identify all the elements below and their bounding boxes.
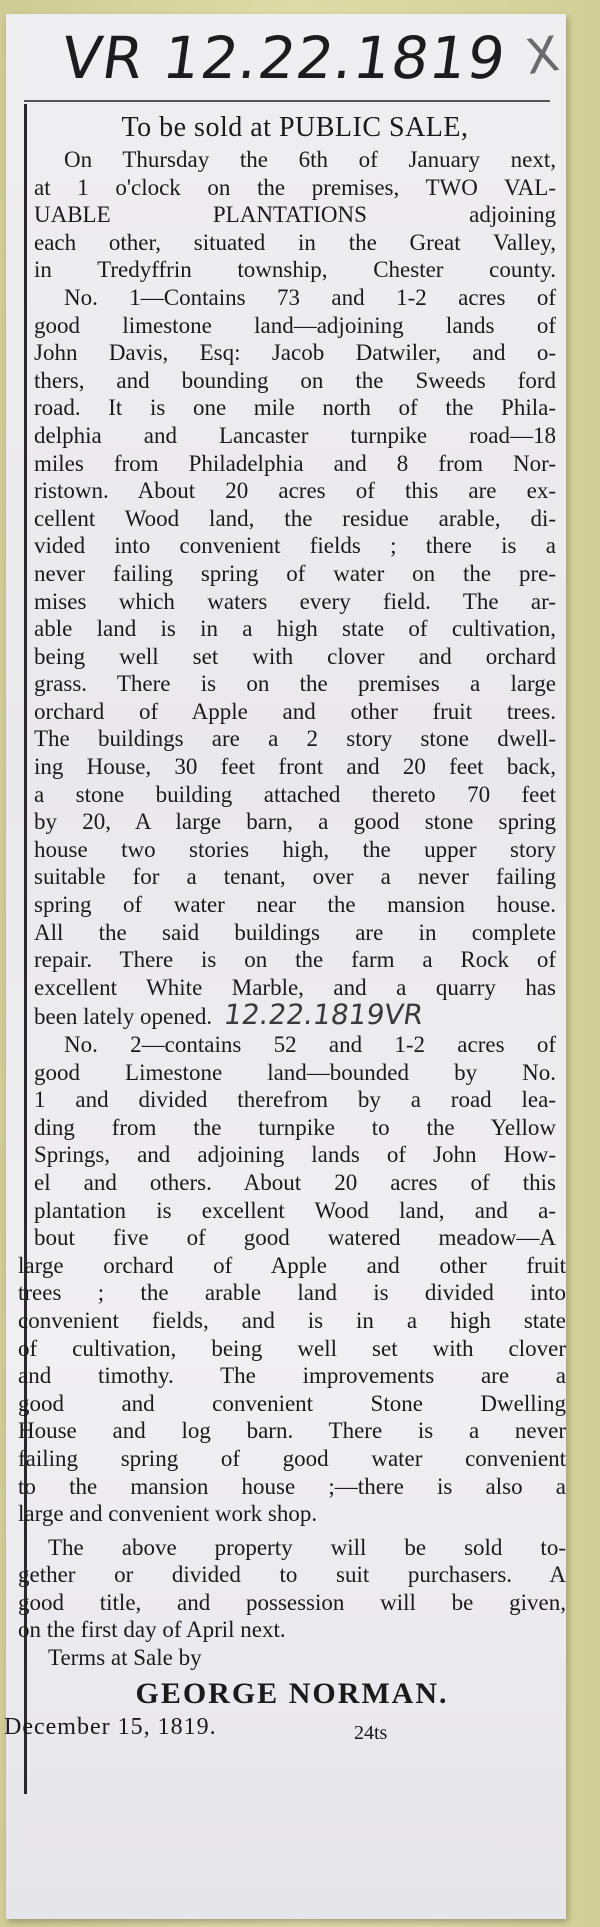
text-line: good title, and possession will be given, — [18, 1589, 566, 1615]
text-line: orchard of Apple and other fruit trees. — [34, 698, 556, 724]
text-line: by 20, A large barn, a good stone spring — [34, 809, 556, 835]
text-line: good and convenient Stone Dwelling — [18, 1390, 566, 1416]
text-line: good Limestone land—bounded by No. — [34, 1059, 556, 1085]
insertion-code: 24ts — [354, 1721, 388, 1744]
text-line: spring of water near the mansion house. — [34, 892, 556, 918]
signature-name: GEORGE NORMAN. — [135, 1676, 449, 1710]
text-line: able land is in a high state of cultivation, — [34, 616, 556, 642]
text-line: convenient fields, and is in a high state — [18, 1307, 566, 1333]
text-line: The above property will be sold to- — [48, 1534, 566, 1560]
text-line: 1 and divided therefrom by a road lea- — [34, 1087, 556, 1113]
text-line: of cultivation, being well set with clover — [18, 1335, 566, 1361]
text-line: each other, situated in the Great Valley, — [34, 229, 556, 255]
text-line: being well set with clover and orchard — [34, 643, 556, 669]
text-line: road. It is one mile north of the Phila- — [34, 395, 556, 421]
text-line: at 1 o'clock on the premises, TWO VAL- — [34, 174, 556, 200]
intro-paragraph — [34, 146, 556, 284]
text-line: a stone building attached thereto 70 feet — [34, 781, 556, 807]
text-line: and timothy. The improvements are a — [18, 1363, 566, 1389]
text-line: UABLE PLANTATIONS adjoining — [34, 202, 556, 228]
text-line: trees ; the arable land is divided into — [18, 1280, 566, 1306]
plantation-no1-paragraph — [34, 284, 556, 1031]
text-line: never failing spring of water on the pre- — [34, 560, 556, 586]
text-line: miles from Philadelphia and 8 from Nor- — [34, 450, 556, 476]
dateline-date: December 15, 1819. — [4, 1713, 217, 1740]
text-line: el and others. About 20 acres of this — [34, 1169, 556, 1195]
text-line: No. 1—Contains 73 and 1-2 acres of — [64, 284, 556, 310]
text-line: cellent Wood land, the residue arable, di- — [34, 505, 556, 531]
text-line: failing spring of good water convenient — [18, 1445, 566, 1471]
plantation-no2-paragraph-lower — [18, 1252, 566, 1528]
text-line: ing House, 30 feet front and 20 feet back, — [34, 754, 556, 780]
advertisement-article — [4, 104, 566, 1748]
dateline — [4, 1714, 566, 1748]
text-line: ding from the turnpike to the Yellow — [34, 1114, 556, 1140]
text-line: large orchard of Apple and other fruit — [18, 1252, 566, 1278]
text-line: ristown. About 20 acres of this are ex- — [34, 478, 556, 504]
plantation-no2-paragraph-upper — [34, 1031, 556, 1252]
text-line: No. 2—contains 52 and 1-2 acres of — [64, 1032, 556, 1057]
text-line: large and convenient work shop. — [18, 1501, 318, 1527]
text-line: house two stories high, the upper story — [34, 836, 556, 862]
text-line: grass. There is on the premises a large — [34, 671, 556, 697]
text-line: gether or divided to suit purchasers. A — [18, 1562, 566, 1588]
text-line: repair. There is on the farm a Rock of — [34, 947, 556, 973]
terms-line: Terms at Sale by — [48, 1645, 202, 1671]
text-line: suitable for a tenant, over a never failing — [34, 864, 556, 890]
text-line: thers, and bounding on the Sweeds ford — [34, 367, 556, 393]
text-line: delphia and Lancaster turnpike road—18 — [34, 422, 556, 448]
text-line: On Thursday the 6th of January next, — [64, 147, 556, 172]
handwritten-date-annotation: VR 12.22.1819 — [57, 24, 511, 92]
text-line: The buildings are a 2 story stone dwell- — [34, 726, 556, 752]
text-line: excellent White Marble, and a quarry has — [34, 974, 556, 1000]
text-line: in Tredyffrin township, Chester county. — [34, 257, 556, 283]
text-line: John Davis, Esq: Jacob Datwiler, and o- — [34, 340, 556, 366]
text-line: vided into convenient fields ; there is a — [34, 533, 556, 559]
advertisement-heading: To be sold at PUBLIC SALE, — [121, 112, 469, 143]
text-line: House and log barn. There is a never — [18, 1418, 566, 1444]
text-line: plantation is excellent Wood land, and a- — [34, 1197, 556, 1223]
handwritten-x-mark: X — [522, 25, 563, 87]
handwritten-margin-stamp: 12.22.1819VR — [221, 998, 426, 1032]
text-line: mises which waters every field. The ar- — [34, 588, 556, 614]
lower-clipping-block — [4, 1252, 566, 1748]
text-line: on the first day of April next. — [18, 1617, 286, 1643]
text-line: All the said buildings are in complete — [34, 919, 556, 945]
text-line: bout five of good watered meadow—A — [34, 1225, 556, 1251]
text-line: to the mansion house ;—there is also a — [18, 1473, 566, 1499]
text-line: Springs, and adjoining lands of John How- — [34, 1142, 556, 1168]
closing-paragraph — [18, 1534, 566, 1672]
column-rule-top — [24, 100, 550, 102]
text-line: good limestone land—adjoining lands of — [34, 312, 556, 338]
text-line: been lately opened. 12.22.1819VR — [34, 998, 426, 1032]
